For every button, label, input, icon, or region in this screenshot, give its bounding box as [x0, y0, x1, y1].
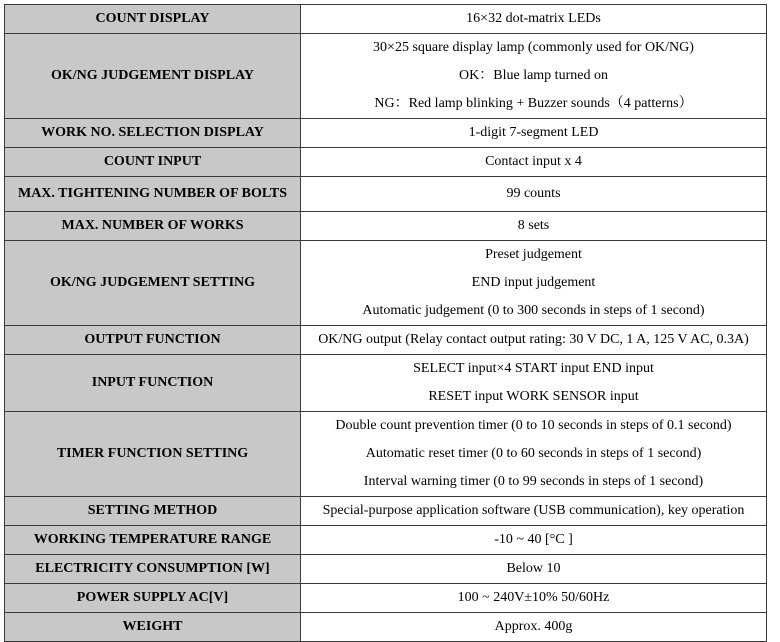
value-line: Double count prevention timer (0 to 10 seconds in steps of 0.1 second) — [335, 418, 732, 433]
row-label: POWER SUPPLY AC[V] — [5, 584, 301, 613]
table-row — [5, 613, 767, 642]
row-value — [301, 5, 767, 34]
value-line: END input judgement — [471, 275, 596, 290]
row-label: SETTING METHOD — [5, 497, 301, 526]
row-label: ELECTRICITY CONSUMPTION [W] — [5, 555, 301, 584]
table-row — [5, 241, 767, 326]
table-row — [5, 119, 767, 148]
value-line: 8 sets — [517, 218, 550, 233]
value-line: 16×32 dot-matrix LEDs — [466, 11, 601, 26]
row-value — [301, 212, 767, 241]
value-line: OK：Blue lamp turned on — [459, 68, 608, 83]
row-label: MAX. TIGHTENING NUMBER OF BOLTS — [5, 177, 301, 212]
table-row — [5, 148, 767, 177]
value-line: Below 10 — [506, 561, 561, 576]
row-value — [301, 526, 767, 555]
value-line: Automatic judgement (0 to 300 seconds in steps of 1 second) — [362, 303, 705, 318]
row-value — [301, 326, 767, 355]
row-value — [301, 497, 767, 526]
row-label: MAX. NUMBER OF WORKS — [5, 212, 301, 241]
row-value — [301, 355, 767, 412]
table-row — [5, 497, 767, 526]
row-label: OK/NG JUDGEMENT DISPLAY — [5, 34, 301, 119]
table-row — [5, 177, 767, 212]
table-row — [5, 526, 767, 555]
table-row — [5, 412, 767, 497]
specification-table — [4, 4, 767, 642]
value-line: Interval warning timer (0 to 99 seconds in steps of 1 second) — [363, 474, 704, 489]
row-value — [301, 555, 767, 584]
table-row — [5, 5, 767, 34]
row-label: COUNT INPUT — [5, 148, 301, 177]
row-label: TIMER FUNCTION SETTING — [5, 412, 301, 497]
row-label: WORK NO. SELECTION DISPLAY — [5, 119, 301, 148]
table-row — [5, 555, 767, 584]
table-row — [5, 34, 767, 119]
value-line: SELECT input×4 START input END input — [413, 361, 654, 376]
value-line: OK/NG output (Relay contact output rating: 30 V DC, 1 A, 125 V AC, 0.3A) — [318, 332, 749, 347]
table-row — [5, 326, 767, 355]
value-line: 30×25 square display lamp (commonly used for OK/NG) — [373, 40, 694, 55]
row-value — [301, 34, 767, 119]
row-label: WORKING TEMPERATURE RANGE — [5, 526, 301, 555]
value-line: 1-digit 7-segment LED — [468, 125, 599, 140]
table-row — [5, 212, 767, 241]
value-line: Automatic reset timer (0 to 60 seconds in steps of 1 second) — [365, 446, 702, 461]
row-label: OK/NG JUDGEMENT SETTING — [5, 241, 301, 326]
row-label: WEIGHT — [5, 613, 301, 642]
value-line: Contact input x 4 — [485, 154, 582, 169]
value-line: NG：Red lamp blinking + Buzzer sounds（4 patterns） — [374, 96, 693, 111]
row-label: INPUT FUNCTION — [5, 355, 301, 412]
value-line: Preset judgement — [485, 247, 582, 262]
row-value — [301, 412, 767, 497]
value-line: 100 ~ 240V±10% 50/60Hz — [457, 590, 610, 605]
row-value — [301, 584, 767, 613]
row-value — [301, 241, 767, 326]
row-value — [301, 148, 767, 177]
value-line: RESET input WORK SENSOR input — [428, 389, 639, 404]
value-line: Approx. 400g — [494, 619, 573, 634]
row-value — [301, 613, 767, 642]
row-label: OUTPUT FUNCTION — [5, 326, 301, 355]
value-line: 99 counts — [506, 186, 561, 201]
row-value — [301, 177, 767, 212]
value-line: Special-purpose application software (USB communication), key operation — [322, 503, 745, 518]
row-value — [301, 119, 767, 148]
row-label: COUNT DISPLAY — [5, 5, 301, 34]
table-row — [5, 355, 767, 412]
table-row — [5, 584, 767, 613]
value-line: -10 ~ 40 [°C ] — [494, 532, 573, 547]
